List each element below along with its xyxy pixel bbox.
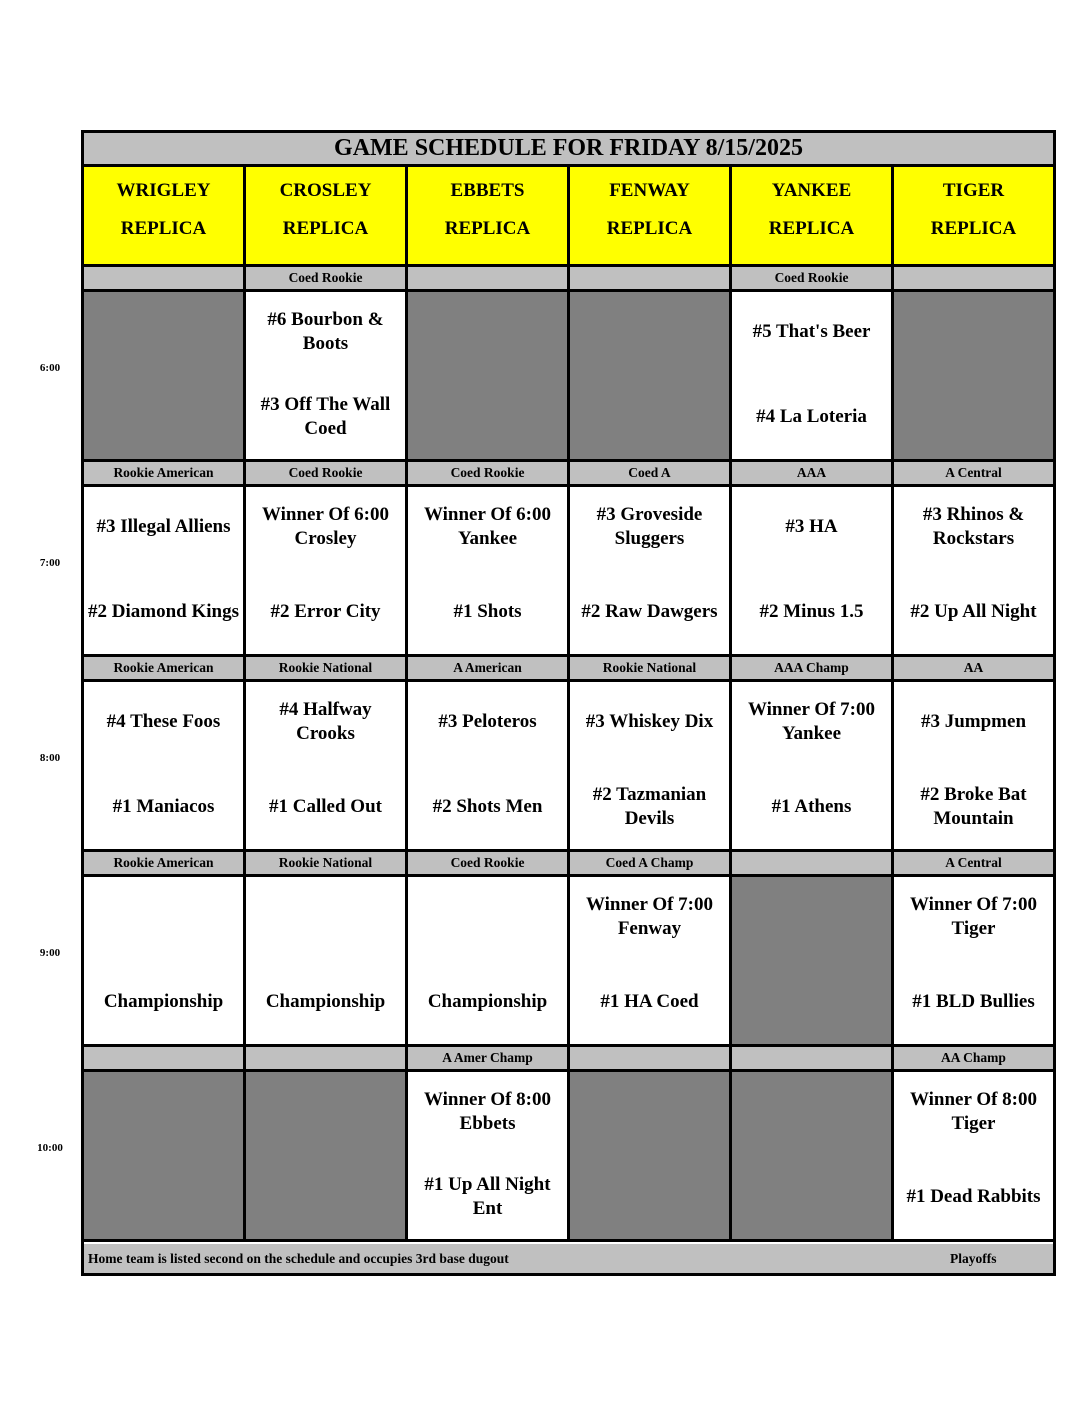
division-label: Coed Rookie [246, 462, 408, 487]
game-cell [570, 877, 732, 1047]
away-team: #3 Peloteros [438, 711, 537, 732]
field-name: FENWAY [609, 180, 690, 201]
empty-game-cell [570, 292, 732, 462]
field-subtitle: REPLICA [282, 218, 369, 239]
game-cell [732, 487, 894, 657]
game-cell [894, 877, 1053, 1047]
game-cell [408, 487, 570, 657]
division-label: Coed A [570, 462, 732, 487]
game-cell [570, 682, 732, 852]
away-team: #4 These Foos [106, 711, 221, 732]
game-cell [408, 1072, 570, 1242]
division-label: Rookie National [246, 657, 408, 682]
playoffs-label: Playoffs [950, 1251, 997, 1266]
division-label: AA Champ [894, 1047, 1053, 1072]
division-label: Rookie American [84, 852, 246, 877]
home-team: #2 Tazmanian Devils [592, 784, 707, 829]
home-team: #1 Athens [771, 796, 852, 817]
empty-game-cell [84, 1072, 246, 1242]
field-header-5 [894, 167, 1053, 267]
game-cell [894, 682, 1053, 852]
time-label: 9:00 [39, 947, 61, 959]
away-team: Winner Of 8:00 Ebbets [423, 1089, 552, 1134]
game-cell [84, 682, 246, 852]
field-name: TIGER [942, 180, 1005, 201]
division-label [732, 1047, 894, 1072]
division-label [408, 267, 570, 292]
empty-game-cell [408, 292, 570, 462]
field-subtitle: REPLICA [768, 218, 855, 239]
home-team: Championship [427, 991, 548, 1012]
game-cell [84, 877, 246, 1047]
home-team: #1 BLD Bullies [912, 991, 1035, 1012]
field-subtitle: REPLICA [606, 218, 693, 239]
time-label: 8:00 [39, 752, 61, 764]
home-team: #1 Called Out [269, 796, 382, 817]
division-label: Coed Rookie [408, 462, 570, 487]
division-label: Coed Rookie [408, 852, 570, 877]
away-team: Winner Of 7:00 Yankee [747, 699, 876, 744]
home-team: #2 Up All Night [910, 601, 1037, 622]
schedule-title: GAME SCHEDULE FOR FRIDAY 8/15/2025 [84, 133, 1053, 167]
field-name: YANKEE [771, 180, 852, 201]
home-team: #2 Error City [270, 601, 381, 622]
time-label: 7:00 [39, 557, 61, 569]
division-label: AAA Champ [732, 657, 894, 682]
field-header-0 [84, 167, 246, 267]
home-team: #2 Diamond Kings [88, 601, 239, 622]
division-label: Coed A Champ [570, 852, 732, 877]
home-team: #1 HA Coed [600, 991, 699, 1012]
division-label: A Central [894, 852, 1053, 877]
division-label: Rookie National [570, 657, 732, 682]
home-team: #3 Off The Wall Coed [260, 394, 391, 439]
game-cell [732, 292, 894, 462]
division-label: Rookie American [84, 462, 246, 487]
away-team: #5 That's Beer [752, 321, 871, 342]
division-label: Coed Rookie [732, 267, 894, 292]
game-cell [84, 487, 246, 657]
home-team: #1 Shots [453, 601, 522, 622]
field-header-1 [246, 167, 408, 267]
away-team: #3 Rhinos & Rockstars [922, 504, 1025, 549]
empty-game-cell [732, 1072, 894, 1242]
home-team: #1 Up All Night Ent [424, 1174, 551, 1219]
field-header-3 [570, 167, 732, 267]
home-team: #2 Raw Dawgers [581, 601, 718, 622]
game-cell [246, 487, 408, 657]
away-team [250, 893, 401, 941]
division-label [894, 267, 1053, 292]
division-label: Rookie American [84, 657, 246, 682]
away-team: #3 Groveside Sluggers [596, 504, 703, 549]
game-cell [570, 487, 732, 657]
game-cell [246, 877, 408, 1047]
away-team: Winner Of 7:00 Tiger [909, 894, 1038, 939]
division-label: A Central [894, 462, 1053, 487]
field-subtitle: REPLICA [120, 218, 207, 239]
home-team: #2 Minus 1.5 [759, 601, 864, 622]
away-team [88, 893, 239, 941]
division-label [84, 267, 246, 292]
away-team: #3 Jumpmen [920, 711, 1027, 732]
home-team-note: Home team is listed second on the schedule and occupies 3rd base dugout [88, 1251, 509, 1266]
home-team: Championship [265, 991, 386, 1012]
time-label: 10:00 [37, 1142, 63, 1154]
empty-game-cell [894, 292, 1053, 462]
home-team: #2 Broke Bat Mountain [920, 784, 1027, 829]
division-label [570, 1047, 732, 1072]
game-cell [408, 877, 570, 1047]
home-team: Championship [103, 991, 224, 1012]
division-label: Rookie National [246, 852, 408, 877]
field-subtitle: REPLICA [444, 218, 531, 239]
division-label [732, 852, 894, 877]
empty-game-cell [570, 1072, 732, 1242]
home-team: #4 La Loteria [756, 406, 867, 427]
away-team: #4 Halfway Crooks [279, 699, 372, 744]
division-label [570, 267, 732, 292]
game-cell [732, 682, 894, 852]
away-team [412, 893, 563, 941]
away-team: #3 HA [785, 516, 838, 537]
away-team: #3 Whiskey Dix [585, 711, 714, 732]
away-team: #6 Bourbon & Boots [267, 309, 384, 354]
game-cell [894, 487, 1053, 657]
away-team: Winner Of 7:00 Fenway [585, 894, 714, 939]
game-cell [408, 682, 570, 852]
field-name: CROSLEY [279, 180, 372, 201]
field-name: WRIGLEY [116, 180, 211, 201]
game-cell [246, 292, 408, 462]
empty-game-cell [732, 877, 894, 1047]
division-label [246, 1047, 408, 1072]
away-team: Winner Of 8:00 Tiger [909, 1089, 1038, 1134]
away-team: Winner Of 6:00 Yankee [423, 504, 552, 549]
away-team: #3 Illegal Alliens [96, 516, 231, 537]
field-name: EBBETS [450, 180, 525, 201]
field-subtitle: REPLICA [930, 218, 1017, 239]
field-header-4 [732, 167, 894, 267]
home-team: #1 Dead Rabbits [906, 1186, 1041, 1207]
away-team: Winner Of 6:00 Crosley [261, 504, 390, 549]
home-team: #1 Maniacos [112, 796, 215, 817]
game-cell [246, 682, 408, 852]
division-label: A Amer Champ [408, 1047, 570, 1072]
time-label: 6:00 [39, 362, 61, 374]
field-header-2 [408, 167, 570, 267]
schedule-footer [84, 1244, 1053, 1273]
division-label: A American [408, 657, 570, 682]
division-label [84, 1047, 246, 1072]
division-label: AA [894, 657, 1053, 682]
empty-game-cell [246, 1072, 408, 1242]
empty-game-cell [84, 292, 246, 462]
game-cell [894, 1072, 1053, 1242]
division-label: Coed Rookie [246, 267, 408, 292]
schedule-table [81, 130, 1056, 1276]
division-label: AAA [732, 462, 894, 487]
home-team: #2 Shots Men [432, 796, 543, 817]
